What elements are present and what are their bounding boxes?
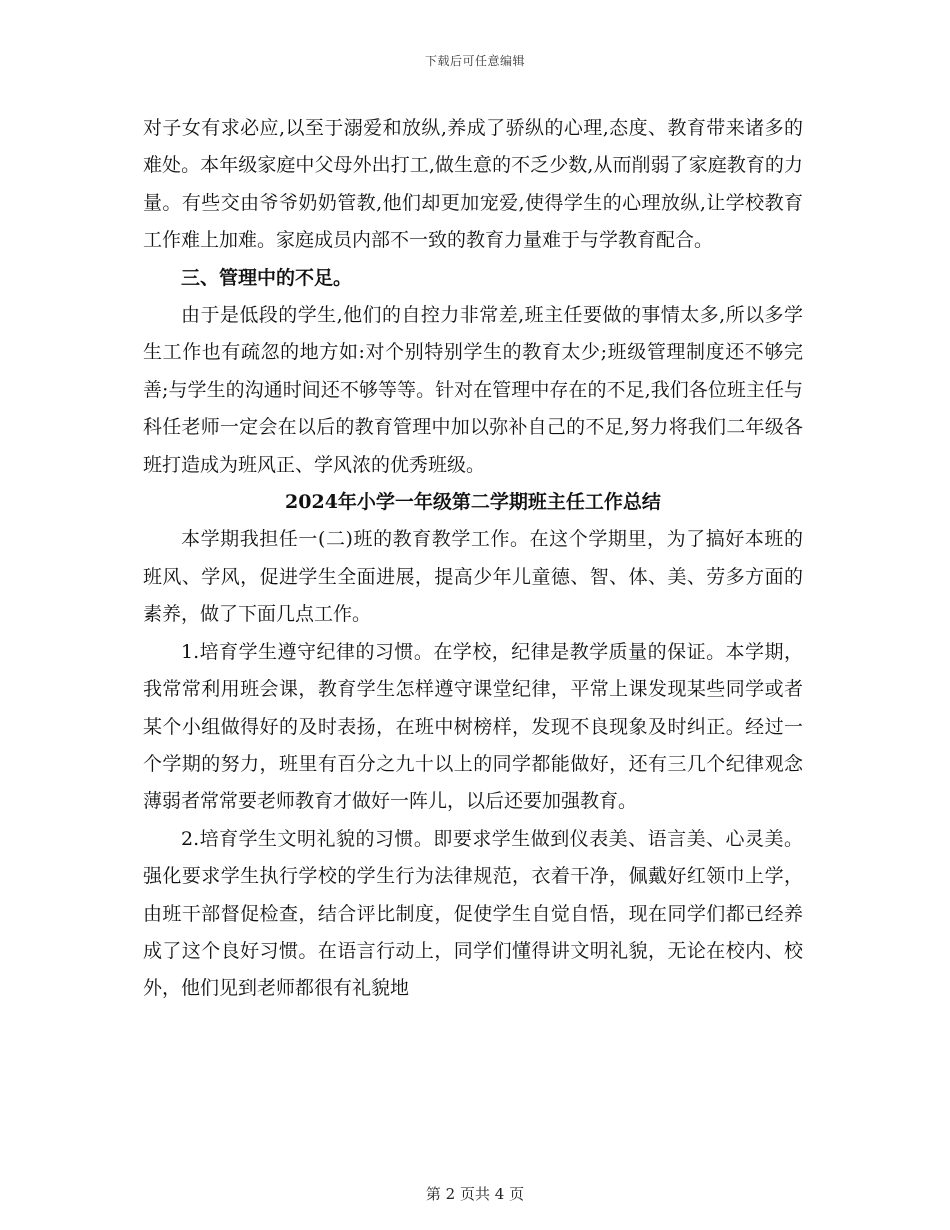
continued-paragraph: 对子女有求必应,以至于溺爱和放纵,养成了骄纵的心理,态度、教育带来诸多的难处。本年级家庭中父母外出打工,做生意的不乏少数,从而削弱了家庭教育的力量。有些交由爷爷奶奶管教,他们却更加宠爱,使得学生的心理放纵,让学校教育工作难上加难。家庭成员内部不一致的教育力量难于与学教育配合。 <box>143 117 803 252</box>
courtesy-paragraph: 2.培育学生文明礼貌的习惯。即要求学生做到仪表美、语言美、心灵美。强化要求学生执行学校的学生行为法律规范，衣着干净，佩戴好红领巾上学，由班干部督促检查，结合评比制度，促使学生自觉自悟，现在同学们都已经养成了这个良好习惯。在语言行动上，同学们懂得讲文明礼貌，无论在校内、校外，他们见到老师都很有礼貌地 <box>143 827 803 1000</box>
page-header: 下载后可任意编辑 <box>424 54 525 68</box>
discipline-paragraph: 1.培育学生遵守纪律的习惯。在学校，纪律是教学质量的保证。本学期，我常常利用班会课，教育学生怎样遵守课堂纪律，平常上课发现某些同学或者某个小组做得好的及时表扬，在班中树榜样，发现不良现象及时纠正。经过一个学期的努力，班里有百分之九十以上的同学都能做好，还有三几个纪律观念薄弱者常常要老师教育才做好一阵儿，以后还要加强教育。 <box>143 640 803 813</box>
intro-paragraph: 本学期我担任一(二)班的教育教学工作。在这个学期里，为了搞好本班的班风、学风，促进学生全面进展，提高少年儿童德、智、体、美、劳多方面的素养，做了下面几点工作。 <box>143 528 803 626</box>
document-title: 2024年小学一年级第二学期班主任工作总结 <box>285 491 661 514</box>
management-paragraph: 由于是低段的学生,他们的自控力非常差,班主任要做的事情太多,所以多学生工作也有疏忽的地方如:对个别特别学生的教育太少;班级管理制度还不够完善;与学生的沟通时间还不够等等。针对在管理中存在的不足,我们各位班主任与科任老师一定会在以后的教育管理中加以弥补自己的不足,努力将我们二年级各班打造成为班风正、学风浓的优秀班级。 <box>143 304 803 476</box>
page-footer: 第 2 页共 4 页 <box>425 1185 525 1203</box>
document-body <box>143 110 803 1008</box>
section-heading: 三、管理中的不足。 <box>181 266 353 289</box>
